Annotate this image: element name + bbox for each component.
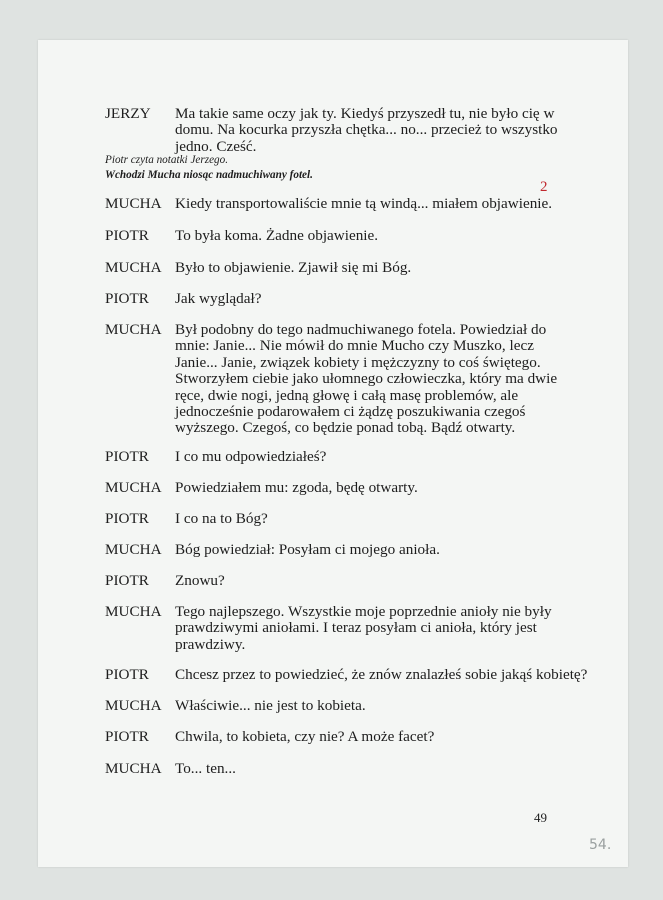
speaker-name: JERZY bbox=[105, 105, 151, 122]
speaker-name: MUCHA bbox=[105, 195, 162, 212]
stage-direction: Wchodzi Mucha niosąc nadmuchiwany fotel. bbox=[105, 169, 313, 181]
speaker-name: MUCHA bbox=[105, 760, 162, 777]
handwritten-page-number: 54. bbox=[589, 837, 612, 853]
dialogue-text: Znowu? bbox=[175, 572, 225, 589]
speaker-name: MUCHA bbox=[105, 697, 162, 714]
dialogue-text: Ma takie same oczy jak ty. Kiedyś przyszedł tu, nie było cię w domu. Na kocurka przyszła chętka... no... przecież to wszystko jedno. Cześć. bbox=[175, 105, 558, 155]
dialogue-text: Chwila, to kobieta, czy nie? A może facet? bbox=[175, 728, 435, 745]
speaker-name: PIOTR bbox=[105, 666, 149, 683]
speaker-name: MUCHA bbox=[105, 259, 162, 276]
margin-annotation: 2 bbox=[540, 179, 548, 195]
dialogue-text: Chcesz przez to powiedzieć, że znów znalazłeś sobie jakąś kobietę? bbox=[175, 666, 588, 683]
speaker-name: PIOTR bbox=[105, 227, 149, 244]
dialogue-text: Tego najlepszego. Wszystkie moje poprzednie anioły nie były prawdziwymi aniołami. I teraz posyłam ci anioła, który jest prawdziwy. bbox=[175, 603, 552, 653]
speaker-name: PIOTR bbox=[105, 572, 149, 589]
dialogue-text: Było to objawienie. Zjawił się mi Bóg. bbox=[175, 259, 412, 276]
dialogue-line bbox=[105, 106, 585, 158]
dialogue-text: To... ten... bbox=[175, 760, 236, 777]
dialogue-text: Bóg powiedział: Posyłam ci mojego anioła. bbox=[175, 541, 440, 558]
speaker-name: PIOTR bbox=[105, 728, 149, 745]
speaker-name: PIOTR bbox=[105, 290, 149, 307]
dialogue-text: Kiedy transportowaliście mnie tą windą... miałem objawienie. bbox=[175, 195, 553, 212]
dialogue-text: I co na to Bóg? bbox=[175, 510, 268, 527]
dialogue-text: Powiedziałem mu: zgoda, będę otwarty. bbox=[175, 479, 418, 496]
dialogue-text: I co mu odpowiedziałeś? bbox=[175, 448, 327, 465]
dialogue-text: Był podobny do tego nadmuchiwanego fotela. Powiedział do mnie: Janie... Nie mówił do mnie Mucho czy Muszko, lecz Janie... Janie, związek kobiety i mężczyzny to coś świętego. Stworzyłem ciebie jako ułomnego człowieczka, który ma dwie ręce, dwie nogi, jedną głowę i całą masę problemów, ale jednocześnie podarowałem ci żądzę poszukiwania czegoś wyższego. Czegoś, co będzie ponad tobą. Bądź otwarty. bbox=[175, 321, 558, 437]
page-number: 49 bbox=[534, 810, 547, 825]
speaker-name: MUCHA bbox=[105, 321, 162, 338]
dialogue-text: Jak wyglądał? bbox=[175, 290, 262, 307]
dialogue-text: Właściwie... nie jest to kobieta. bbox=[175, 697, 366, 714]
speaker-name: MUCHA bbox=[105, 603, 162, 620]
dialogue-text: To była koma. Żadne objawienie. bbox=[175, 227, 379, 244]
stage-direction: Piotr czyta notatki Jerzego. bbox=[105, 154, 229, 166]
speaker-name: PIOTR bbox=[105, 448, 149, 465]
speaker-name: PIOTR bbox=[105, 510, 149, 527]
speaker-name: MUCHA bbox=[105, 541, 162, 558]
document-page bbox=[38, 40, 628, 867]
speaker-name: MUCHA bbox=[105, 479, 162, 496]
